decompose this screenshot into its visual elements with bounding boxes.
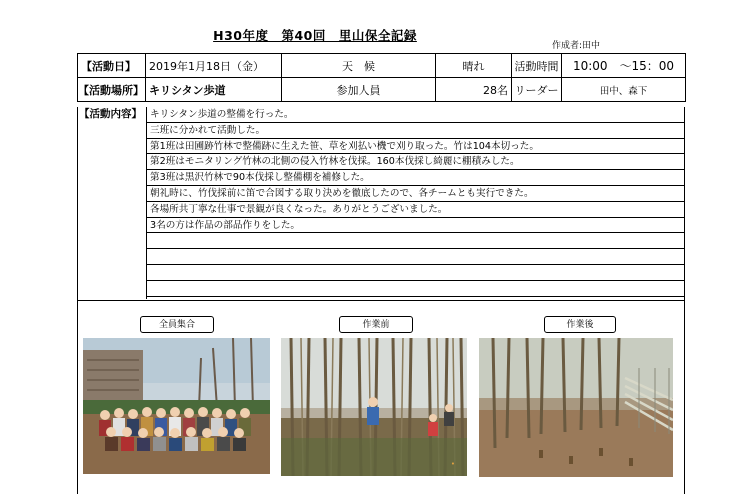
photo-after-work — [479, 338, 673, 477]
time-label: 活動時間 — [512, 54, 562, 78]
weather-value: 晴れ — [436, 54, 512, 78]
content-line — [147, 249, 684, 265]
info-row-place — [78, 78, 686, 102]
content-lines — [147, 107, 684, 297]
photo-section — [77, 300, 685, 494]
date-value: 2019年1月18日（金） — [146, 54, 282, 78]
content-label: 【活動内容】 — [79, 108, 142, 120]
content-line: 第1班は田圃跡竹林で整備跡に生えた笹、草を刈払い機で刈り取った。竹は104本切った。 — [147, 139, 684, 155]
content-line — [147, 233, 684, 249]
content-line: 第3班は黒沢竹林で90本伐採し整備棚を補修した。 — [147, 170, 684, 186]
record-title: H30年度 第40回 里山保全記録 — [213, 28, 417, 43]
photo-caption-before: 作業前 — [339, 316, 413, 333]
content-line: 各場所共丁寧な仕事で景観が良くなった。ありがとうございました。 — [147, 202, 684, 218]
content-line: 第2班はモニタリング竹林の北側の侵入竹林を伐採。160本伐採し綺麗に棚積みした。 — [147, 154, 684, 170]
photo-caption-after: 作業後 — [544, 316, 616, 333]
author-label: 作成者:田中 — [552, 41, 601, 51]
place-label: 【活動場所】 — [78, 78, 146, 102]
place-value: キリシタン歩道 — [146, 78, 282, 102]
participants-label: 参加人員 — [282, 78, 436, 102]
leader-value: 田中、森下 — [562, 78, 686, 102]
date-label: 【活動日】 — [78, 54, 146, 78]
activity-content — [77, 107, 685, 301]
time-value: 10:00 ～15：00 — [562, 54, 686, 78]
content-line: 朝礼時に、竹伐採前に笛で合図する取り決めを徹底したので、各チームとも実行できた。 — [147, 186, 684, 202]
leader-label: リーダー — [512, 78, 562, 102]
content-line: 3名の方は作品の部品作りをした。 — [147, 218, 684, 234]
content-line: 三班に分かれて活動した。 — [147, 123, 684, 139]
content-line — [147, 265, 684, 281]
photo-caption-group: 全員集合 — [140, 316, 214, 333]
content-line: キリシタン歩道の整備を行った。 — [147, 107, 684, 123]
content-line — [147, 281, 684, 297]
info-table — [77, 53, 686, 102]
photo-group — [83, 338, 270, 474]
weather-label: 天 候 — [282, 54, 436, 78]
participants-value: 28名 — [436, 78, 512, 102]
photo-before-work: • — [281, 338, 467, 476]
info-row-date — [78, 54, 686, 78]
